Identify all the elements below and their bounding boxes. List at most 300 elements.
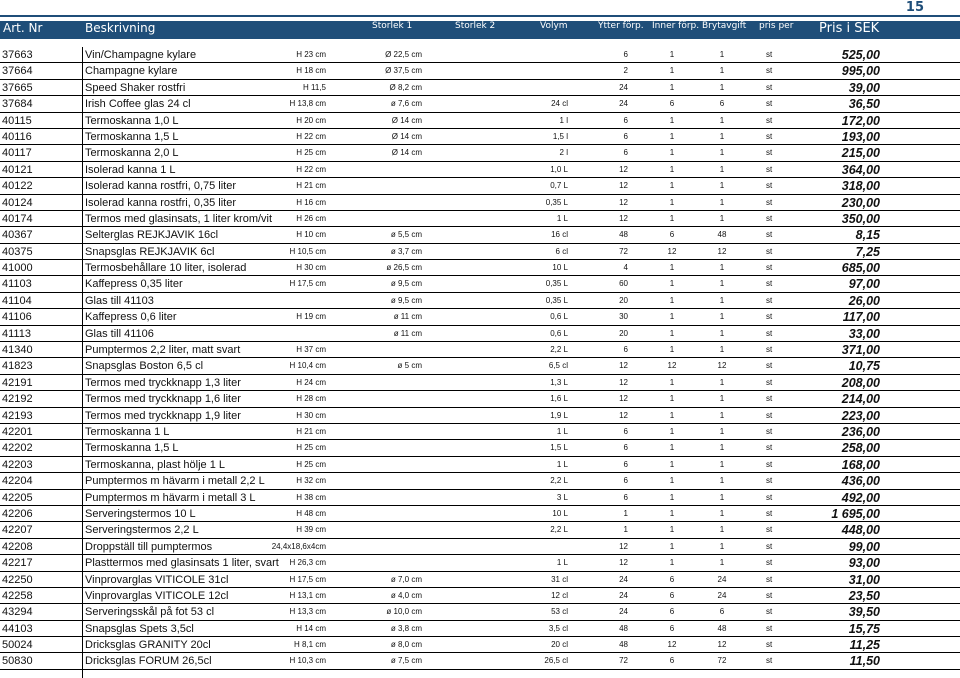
row-ytter-forp: 12 [619,164,628,174]
row-pris-per: st [766,377,773,387]
row-pris-per: st [766,607,773,617]
row-inner-forp-value: 1 [669,295,675,305]
table-row [0,96,960,112]
header-brytavgift: Brytavgift [702,21,747,31]
table-row [0,129,960,145]
table-row [0,309,960,325]
row-volym: 0,35 L [545,279,568,289]
row-ytter-forp: 12 [619,394,628,404]
row-ytter-forp: 72 [619,246,628,256]
row-storlek1: H 14 cm [296,623,326,633]
row-art-nr: 42202 [2,442,33,455]
row-ytter-forp: 20 [619,295,628,305]
row-price: 215,00 [841,146,880,161]
row-description: Selterglas REJKJAVIK 16cl [85,229,219,242]
row-price: 230,00 [841,195,880,210]
row-art-nr: 44103 [2,622,33,635]
row-inner-forp-value: 1 [669,492,675,502]
row-art-nr: 50830 [2,655,33,668]
row-pris-per: st [766,640,773,650]
table-row [0,391,960,407]
row-ytter-forp: 24 [619,607,628,617]
table-row [0,244,960,260]
row-volym: 1,0 L [550,164,568,174]
row-ytter-forp: 20 [619,328,628,338]
row-brytavgift-value: 1 [719,148,725,158]
page-number: 15 [905,0,924,15]
row-ytter-forp: 12 [619,197,628,207]
row-description: Kaffepress 0,6 liter [85,311,177,324]
table-row [0,572,960,588]
row-pris-per: st [766,213,773,223]
row-inner-forp-value: 1 [669,181,675,191]
row-volym: 0,6 L [550,312,568,322]
row-pris-per: st [766,508,773,518]
row-volym: 0,6 L [550,328,568,338]
row-ytter-forp: 1 [623,525,628,535]
row-storlek1: H 37 cm [296,345,326,355]
row-inner-forp-value: 1 [669,426,675,436]
row-brytavgift-value: 1 [719,263,725,273]
row-storlek2: ø 7,6 cm [390,99,422,109]
row-storlek1: 24,4x18,6x4cm [271,541,326,551]
row-art-nr: 37684 [2,98,33,111]
row-pris-per: st [766,590,773,600]
row-art-nr: 42204 [2,475,33,488]
row-price: 364,00 [841,162,880,177]
row-description: Termoskanna, plast hölje 1 L [85,458,226,471]
row-storlek1: H 38 cm [296,492,326,502]
row-description: Pumptermos m hävarm i metall 2,2 L [85,475,265,488]
row-storlek2: ø 4,0 cm [390,590,422,600]
row-volym: 2,2 L [550,525,568,535]
row-inner-forp-value: 1 [669,148,675,158]
row-ytter-forp: 6 [623,50,628,59]
row-brytavgift-value: 48 [717,230,727,240]
row-brytavgift-value: 6 [719,607,725,617]
row-storlek1: H 10 cm [296,230,326,240]
table-row [0,408,960,424]
row-description: Termos med tryckknapp 1,3 liter [85,376,241,389]
row-volym: 6 cl [555,246,568,256]
table-header [0,21,960,39]
row-brytavgift-value: 1 [719,131,725,141]
row-storlek2: Ø 14 cm [391,131,422,141]
row-ytter-forp: 6 [623,115,628,125]
row-brytavgift-value: 1 [719,508,725,518]
table-row [0,490,960,506]
row-price: 15,75 [848,621,880,636]
row-pris-per: st [766,66,773,76]
table-row [0,227,960,243]
row-ytter-forp: 6 [623,492,628,502]
row-art-nr: 41104 [2,294,32,307]
row-storlek1: H 13,8 cm [289,99,326,109]
row-price: 448,00 [841,523,880,538]
table-row [0,276,960,292]
row-description: Termosbehållare 10 liter, isolerad [85,262,247,275]
row-pris-per: st [766,230,773,240]
row-storlek1: H 24 cm [296,377,326,387]
row-art-nr: 41340 [2,344,33,357]
row-description: Vin/Champagne kylare [85,49,197,61]
row-inner-forp-value: 6 [669,590,675,600]
row-description: Dricksglas GRANITY 20cl [85,639,211,652]
row-inner-forp-value: 1 [669,115,675,125]
page-rule [0,15,960,17]
table-row [0,145,960,161]
row-ytter-forp: 6 [623,459,628,469]
row-art-nr: 41103 [2,278,32,291]
row-pris-per: st [766,263,773,273]
table-row [0,604,960,620]
row-volym: 0,35 L [545,197,568,207]
table-row [0,178,960,194]
row-art-nr: 40115 [2,114,32,127]
row-inner-forp-value: 12 [667,246,677,256]
table-row [0,47,960,63]
row-pris-per: st [766,656,773,666]
row-description: Glas till 41103 [85,294,154,307]
row-inner-forp-value: 1 [669,476,675,486]
row-inner-forp-value: 6 [669,623,675,633]
row-ytter-forp: 24 [619,82,628,92]
row-brytavgift-value: 1 [719,50,725,59]
row-price: 193,00 [841,129,880,144]
row-description: Serveringstermos 2,2 L [85,524,199,537]
row-brytavgift-value: 24 [717,574,727,584]
row-price: 995,00 [841,64,880,79]
row-volym: 1,9 L [550,410,568,420]
row-price: 99,00 [848,539,880,554]
row-pris-per: st [766,394,773,404]
row-ytter-forp: 72 [619,656,628,666]
row-storlek2: ø 9,5 cm [390,295,422,305]
table-row [0,424,960,440]
row-pris-per: st [766,148,773,158]
row-description: Champagne kylare [85,65,178,78]
row-price: 371,00 [841,343,880,358]
row-price: 7,25 [855,244,880,259]
row-ytter-forp: 48 [619,623,628,633]
row-storlek1: H 21 cm [296,426,326,436]
row-description: Vinprovarglas VITICOLE 31cl [85,573,229,586]
row-storlek1: H 18 cm [296,66,326,76]
row-art-nr: 42250 [2,573,33,586]
row-brytavgift-value: 1 [719,295,725,305]
row-storlek1: H 17,5 cm [289,279,326,289]
row-pris-per: st [766,443,773,453]
table-row [0,342,960,358]
row-inner-forp-value: 1 [669,312,675,322]
header-storlek1: Storlek 1 [372,21,413,31]
row-storlek2: Ø 14 cm [391,148,422,158]
row-description: Isolerad kanna 1 L [85,163,176,176]
row-volym: 6,5 cl [548,361,568,371]
row-art-nr: 40367 [2,229,33,242]
row-storlek2: Ø 22,5 cm [385,50,422,59]
row-inner-forp-value: 6 [669,99,675,109]
row-storlek1: H 30 cm [296,263,326,273]
row-volym: 26,5 cl [544,656,568,666]
row-brytavgift-value: 1 [719,492,725,502]
row-inner-forp-value: 1 [669,66,675,76]
row-volym: 24 cl [551,99,568,109]
row-pris-per: st [766,361,773,371]
row-description: Snapsglas REJKJAVIK 6cl [85,245,215,258]
table-row [0,375,960,391]
row-price: 93,00 [848,556,880,571]
row-description: Termoskanna 1 L [85,425,170,438]
row-price: 525,00 [841,48,880,62]
row-art-nr: 42193 [2,409,33,422]
row-inner-forp-value: 1 [669,82,675,92]
row-price: 350,00 [841,211,880,226]
table-row [0,260,960,276]
row-brytavgift-value: 12 [717,361,727,371]
row-storlek1: H 25 cm [296,148,326,158]
row-art-nr: 42258 [2,589,33,602]
row-pris-per: st [766,131,773,141]
row-volym: 10 L [552,263,568,273]
row-pris-per: st [766,345,773,355]
row-volym: 1 L [556,426,568,436]
row-brytavgift-value: 1 [719,345,725,355]
row-volym: 2,2 L [550,476,568,486]
row-price: 10,75 [848,359,880,374]
price-table [0,47,960,670]
row-brytavgift-value: 1 [719,525,725,535]
row-inner-forp-value: 1 [669,377,675,387]
row-ytter-forp: 6 [623,131,628,141]
row-price: 39,50 [848,605,880,620]
row-price: 26,00 [848,293,880,308]
row-volym: 1 L [556,213,568,223]
row-art-nr: 40116 [2,130,32,143]
row-ytter-forp: 12 [619,181,628,191]
row-art-nr: 42201 [2,425,33,438]
row-ytter-forp: 12 [619,558,628,568]
row-price: 436,00 [841,474,880,489]
row-inner-forp-value: 1 [669,279,675,289]
row-art-nr: 42217 [2,557,33,570]
row-volym: 16 cl [551,230,568,240]
row-storlek2: ø 8,0 cm [390,640,422,650]
row-storlek1: H 11,5 [303,82,326,92]
row-inner-forp-value: 1 [669,213,675,223]
row-inner-forp-value: 6 [669,607,675,617]
row-storlek1: H 16 cm [296,197,326,207]
row-pris-per: st [766,410,773,420]
row-storlek1: H 8,1 cm [293,640,326,650]
row-pris-per: st [766,82,773,92]
row-storlek2: ø 26,5 cm [386,263,422,273]
row-brytavgift-value: 1 [719,426,725,436]
row-storlek1: H 48 cm [296,508,326,518]
row-storlek1: H 32 cm [296,476,326,486]
row-storlek1: H 26,3 cm [289,558,326,568]
row-pris-per: st [766,426,773,436]
row-storlek2: ø 11 cm [393,312,422,322]
row-ytter-forp: 6 [623,426,628,436]
row-volym: 3,5 cl [548,623,568,633]
row-price: 168,00 [841,457,880,472]
row-inner-forp-value: 12 [667,361,677,371]
row-description: Isolerad kanna rostfri, 0,75 liter [85,180,237,193]
row-pris-per: st [766,312,773,322]
row-inner-forp-value: 1 [669,328,675,338]
row-brytavgift-value: 1 [719,197,725,207]
row-ytter-forp: 6 [623,148,628,158]
row-price: 11,50 [849,654,880,669]
row-description: Plasttermos med glasinsats 1 liter, svart [85,557,279,570]
row-inner-forp-value: 1 [669,410,675,420]
row-price: 31,00 [848,572,880,587]
row-ytter-forp: 1 [623,508,628,518]
row-pris-per: st [766,574,773,584]
table-row [0,211,960,227]
row-ytter-forp: 24 [619,590,628,600]
table-row [0,80,960,96]
row-storlek1: H 10,3 cm [289,656,326,666]
row-description: Termoskanna 2,0 L [85,147,179,160]
row-price: 8,15 [855,228,880,243]
row-brytavgift-value: 1 [719,312,725,322]
row-storlek2: ø 10,0 cm [386,607,422,617]
table-row [0,588,960,604]
row-volym: 2,2 L [550,345,568,355]
row-brytavgift-value: 12 [717,640,727,650]
row-brytavgift-value: 1 [719,82,725,92]
table-row [0,506,960,522]
row-brytavgift-value: 1 [719,443,725,453]
row-art-nr: 42203 [2,458,33,471]
row-ytter-forp: 24 [619,99,628,109]
row-price: 1 695,00 [831,506,880,521]
row-storlek1: H 28 cm [296,394,326,404]
row-ytter-forp: 4 [623,263,628,273]
row-price: 685,00 [841,261,880,276]
row-price: 23,50 [848,588,880,603]
row-pris-per: st [766,295,773,305]
row-brytavgift-value: 1 [719,459,725,469]
table-row [0,440,960,456]
table-row [0,63,960,79]
row-price: 223,00 [841,408,880,423]
row-brytavgift-value: 1 [719,328,725,338]
table-row [0,457,960,473]
row-art-nr: 37665 [2,81,33,94]
row-inner-forp-value: 1 [669,131,675,141]
row-pris-per: st [766,525,773,535]
row-ytter-forp: 6 [623,345,628,355]
row-storlek1: H 21 cm [296,181,326,191]
row-brytavgift-value: 72 [717,656,727,666]
row-inner-forp-value: 1 [669,558,675,568]
row-art-nr: 41113 [2,327,31,340]
row-storlek2: Ø 8,2 cm [389,82,422,92]
row-storlek2: ø 11 cm [393,328,422,338]
row-inner-forp-value: 1 [669,345,675,355]
row-storlek2: ø 7,5 cm [390,656,422,666]
row-storlek1: H 17,5 cm [289,574,326,584]
row-ytter-forp: 24 [619,574,628,584]
header-art-nr: Art. Nr [3,21,43,35]
row-ytter-forp: 60 [619,279,628,289]
header-pris: Pris i SEK [819,21,880,36]
table-row [0,539,960,555]
row-description: Serveringsskål på fot 53 cl [85,606,215,619]
row-inner-forp-value: 1 [669,164,675,174]
row-ytter-forp: 2 [623,66,628,76]
row-ytter-forp: 12 [619,361,628,371]
row-pris-per: st [766,459,773,469]
row-brytavgift-value: 1 [719,394,725,404]
row-pris-per: st [766,541,773,551]
row-ytter-forp: 12 [619,541,628,551]
row-brytavgift-value: 1 [719,164,725,174]
row-brytavgift-value: 1 [719,410,725,420]
row-inner-forp-value: 1 [669,50,675,59]
row-storlek1: H 25 cm [296,443,326,453]
row-pris-per: st [766,279,773,289]
row-inner-forp-value: 6 [669,574,675,584]
row-inner-forp-value: 1 [669,443,675,453]
row-storlek2: Ø 37,5 cm [385,66,422,76]
row-storlek1: H 39 cm [296,525,326,535]
row-volym: 2 l [559,148,568,158]
row-brytavgift-value: 1 [719,558,725,568]
row-description: Isolerad kanna rostfri, 0,35 liter [85,196,237,209]
table-row [0,555,960,571]
table-row [0,473,960,489]
row-art-nr: 42191 [2,376,33,389]
row-price: 236,00 [841,424,880,439]
header-pris-per: pris per [759,21,794,31]
row-art-nr: 42207 [2,524,33,537]
row-price: 492,00 [841,490,880,505]
row-description: Pumptermos 2,2 liter, matt svart [85,344,241,357]
row-description: Termos med glasinsats, 1 liter krom/vit [85,212,273,225]
row-inner-forp-value: 1 [669,263,675,273]
row-art-nr: 40375 [2,245,33,258]
row-price: 11,25 [849,638,880,653]
table-row [0,637,960,653]
table-row [0,653,960,669]
row-description: Vinprovarglas VITICOLE 12cl [85,589,229,602]
row-brytavgift-value: 1 [719,377,725,387]
row-description: Speed Shaker rostfri [85,81,186,94]
row-brytavgift-value: 1 [719,476,725,486]
row-description: Termoskanna 1,0 L [85,114,179,127]
row-art-nr: 43294 [2,606,33,619]
row-price: 39,00 [848,80,880,95]
row-storlek2: ø 9,5 cm [390,279,422,289]
row-art-nr: 40122 [2,180,33,193]
header-storlek2: Storlek 2 [455,21,496,31]
row-description: Termos med tryckknapp 1,9 liter [85,409,241,422]
row-brytavgift-value: 12 [717,246,727,256]
row-brytavgift-value: 1 [719,181,725,191]
row-ytter-forp: 12 [619,410,628,420]
table-row [0,621,960,637]
row-inner-forp-value: 1 [669,394,675,404]
row-storlek2: Ø 14 cm [391,115,422,125]
row-storlek2: ø 3,7 cm [390,246,422,256]
row-brytavgift-value: 6 [719,99,725,109]
row-art-nr: 37663 [2,49,33,61]
row-inner-forp-value: 6 [669,656,675,666]
